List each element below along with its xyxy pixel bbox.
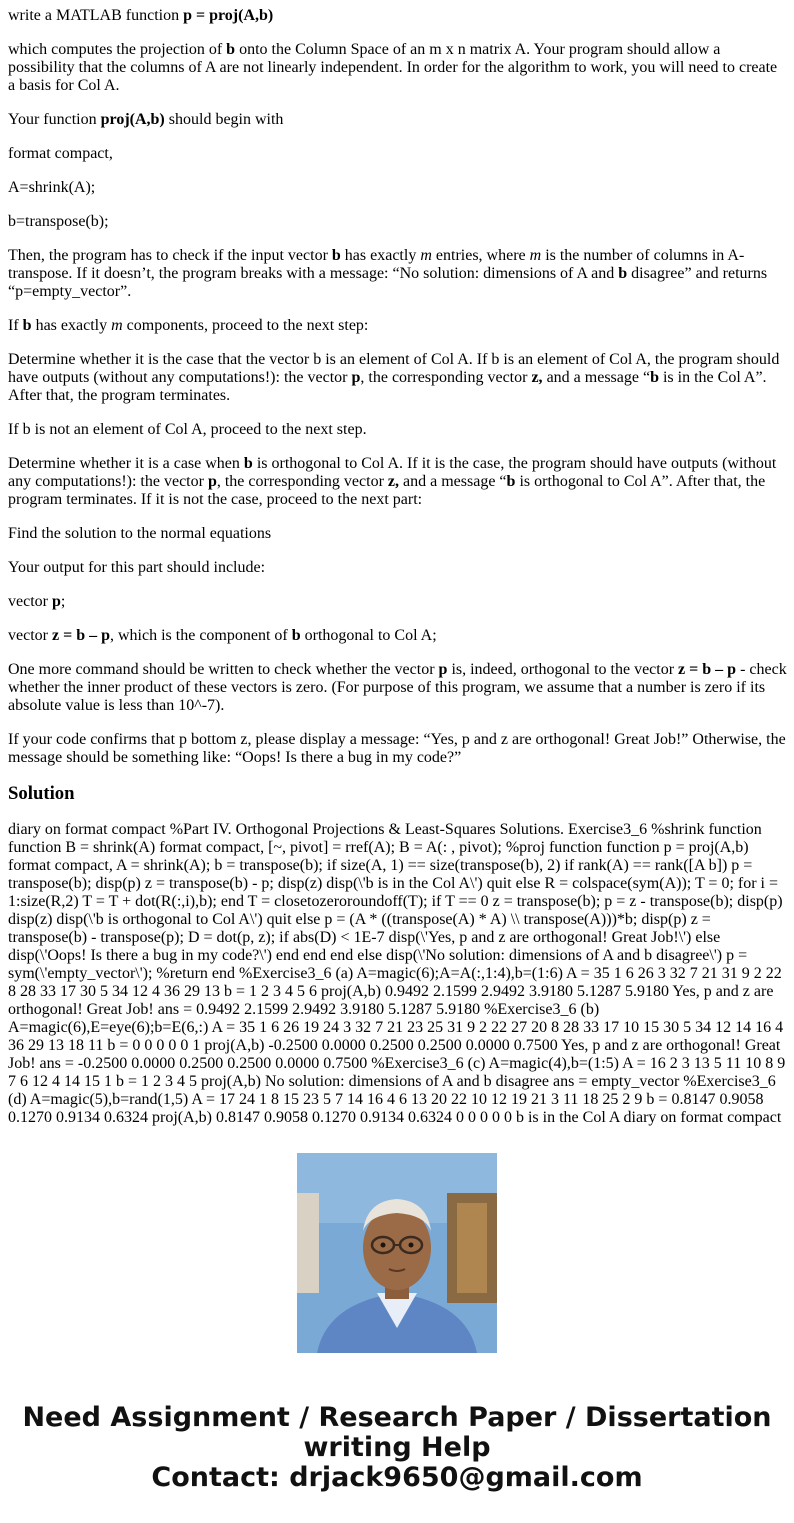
question-p3	[8, 111, 788, 129]
text: If	[8, 317, 23, 334]
text: Determine whether it is the case that the vector b is an element of Col A. If b is an element of Col A, the program should have outputs (without any computations!): the vector	[8, 351, 780, 386]
text-italic: m	[420, 247, 432, 264]
text-bold: b	[22, 317, 32, 334]
text: Then, the program has to check if the input vector	[8, 247, 332, 264]
code-line-3: b=transpose(b);	[8, 213, 109, 230]
text-italic: m	[111, 317, 123, 334]
text: has exactly	[31, 317, 112, 334]
code-line-1: format compact,	[8, 145, 113, 162]
footer-ad	[0, 1403, 794, 1493]
question-content	[8, 7, 788, 1126]
text: is orthogonal to Col A”. After that, the program terminates. If it is not the case, proceed to the next part:	[8, 473, 766, 508]
text-bold: b	[226, 41, 236, 58]
text-bold: z = b – p	[51, 627, 110, 644]
text-bold: p	[351, 369, 361, 386]
question-p12	[8, 627, 788, 645]
text-italic: m	[529, 247, 542, 264]
question-p13	[8, 661, 788, 715]
text: which computes the projection of	[8, 41, 227, 58]
question-p11	[8, 593, 788, 611]
text: , the corresponding vector	[360, 369, 532, 386]
code-line-2: A=shrink(A);	[8, 179, 96, 196]
solution-heading: Solution	[8, 783, 75, 804]
function-signature: p = proj(A,b)	[183, 7, 274, 24]
text: orthogonal to Col A;	[300, 627, 437, 644]
text-bold: b	[243, 455, 253, 472]
text: has exactly	[340, 247, 421, 264]
text: write a MATLAB function	[8, 7, 184, 24]
text: , the corresponding vector	[216, 473, 388, 490]
text: - check whether the inner product of these vectors is zero. (For purpose of this program, we assume that a number is zero if its absolute value is less than 10^-7).	[8, 661, 787, 714]
text: ;	[60, 593, 66, 610]
text-bold: z,	[387, 473, 400, 490]
solution-text: diary on format compact %Part IV. Orthogonal Projections & Least-Squares Solutions. Exercise3_6 %shrink function function B = shrink(A) format compact, [~, pivot] = rref(A); B = A(: , pivot); %proj function function p = proj(A,b) format compact, A = shrink(A); b = transpose(b); if size(A, 1) == size(transpose(b), 2) if rank(A) == rank([A b]) p = transpose(b); disp(p) z = transpose(b) - p; disp(z) disp(\'b is in the Col A\') quit else R = colspace(sym(A)); T = 0; for i = 1:size(R,2) T = T + dot(R(:,i),b); end T = closetozeroroundoff(T); if T == 0 z = transpose(b); p = z - transpose(b); disp(p) disp(z) disp(\'b is orthogonal to Col A\') quit else p = (A * ((transpose(A) * A) \\ transpose(A)))*b; disp(p) z = transpose(b) - transpose(p); D = dot(p, z); if abs(D) < 1E-7 disp(\'Yes, p and z are orthogonal! Great Job!\') else disp(\'Oops! Is there a bug in my code?\') end end end else disp(\'No solution: dimensions of A and b disagree\') p = sym(\'empty_vector\'); %return end %Exercise3_6 (a) A=magic(6);A=A(:,1:4),b=(1:6) A = 35 1 6 26 3 32 7 21 31 9 2 22 8 28 33 17 30 5 34 12 4 36 29 13 b = 1 2 3 4 5 6 proj(A,b) 0.9492 2.1599 2.9492 3.9180 5.1287 5.9180 Yes, p and z are orthogonal! Great Job! ans = 0.9492 2.1599 2.9492 3.9180 5.1287 5.9180 %Exercise3_6 (b) A=magic(6),E=eye(6);b=E(6,:) A = 35 1 6 26 19 24 3 32 7 21 23 25 31 9 2 22 27 20 8 28 33 17 10 15 30 5 34 12 14 16 4 36 29 13 18 11 b = 0 0 0 0 0 1 proj(A,b) -0.2500 0.0000 0.2500 0.2500 0.0000 0.7500 Yes, p and z are orthogonal! Great Job! ans = -0.2500 0.0000 0.2500 0.2500 0.0000 0.7500 %Exercise3_6 (c) A=magic(4),b=(1:5) A = 16 2 3 13 5 11 10 8 9 7 6 12 4 14 15 1 b = 1 2 3 4 5 proj(A,b) No solution: dimensions of A and b disagree ans = empty_vector %Exercise3_6 (d) A=magic(5),b=rand(1,5) A = 17 24 1 8 15 23 5 7 14 16 4 6 13 20 22 10 12 19 21 3 11 18 25 2 9 b = 0.8147 0.9058 0.1270 0.9134 0.6324 proj(A,b) 0.8147 0.9058 0.1270 0.9134 0.6324 0 0 0 0 0 b is in the Col A diary on format compact	[8, 821, 786, 1126]
text: is the number of columns in A-transpose. If it doesn’t, the program breaks with a message: “No solution: dimensions of A and	[8, 247, 745, 282]
question-p10: Your output for this part should include:	[8, 559, 266, 576]
text: Determine whether it is a case when	[8, 455, 244, 472]
footer-contact: Contact: drjack9650@gmail.com	[151, 1462, 643, 1493]
question-p6	[8, 351, 788, 405]
text-bold: b	[650, 369, 659, 386]
text: and a message “	[542, 369, 651, 386]
text-bold: p	[51, 593, 61, 610]
text: onto the Column Space of an m x n matrix A. Your program should allow a possibility that the columns of A are not linearly independent. In order for the algorithm to work, you will need to create a basis for Col A.	[8, 41, 778, 94]
text: disagree” and returns “p=empty_vector”.	[8, 265, 768, 300]
text: One more command should be written to check whether the vector	[8, 661, 439, 678]
question-p1	[8, 7, 788, 25]
text: entries, where	[431, 247, 530, 264]
text-bold: b	[506, 473, 516, 490]
text: , which is the component of	[110, 627, 292, 644]
solution-body	[8, 821, 788, 1126]
text-bold: b	[331, 247, 341, 264]
text-bold: p	[438, 661, 448, 678]
question-p14: If your code confirms that p bottom z, please display a message: “Yes, p and z are orthogonal! Great Job!” Otherwise, the message should be something like: “Oops! Is there a bug in my code?”	[8, 731, 786, 766]
question-p2	[8, 41, 788, 95]
text-bold: b	[618, 265, 628, 282]
text: vector	[8, 593, 52, 610]
question-p8	[8, 455, 788, 509]
author-avatar	[297, 1153, 497, 1353]
text: should begin with	[164, 111, 284, 128]
text-bold: b	[291, 627, 301, 644]
text-bold: z = b – p	[678, 661, 737, 678]
avatar-photo	[297, 1153, 497, 1353]
text: and a message “	[399, 473, 507, 490]
footer-line-1: Need Assignment / Research Paper / Dissertation writing Help	[22, 1402, 772, 1463]
text: vector	[8, 627, 52, 644]
text: components, proceed to the next step:	[122, 317, 369, 334]
question-p9: Find the solution to the normal equations	[8, 525, 272, 542]
text: is in the Col A”. After that, the program terminates.	[8, 369, 767, 404]
text: is, indeed, orthogonal to the vector	[447, 661, 679, 678]
question-p7: If b is not an element of Col A, proceed to the next step.	[8, 421, 367, 438]
question-p5	[8, 317, 788, 335]
text: is orthogonal to Col A. If it is the case, the program should have outputs (without any computations!): the vector	[8, 455, 777, 490]
text-bold: p	[207, 473, 217, 490]
text: Your function	[8, 111, 101, 128]
question-p4	[8, 247, 788, 301]
text-bold: z,	[531, 369, 543, 386]
text-bold: proj(A,b)	[100, 111, 165, 128]
